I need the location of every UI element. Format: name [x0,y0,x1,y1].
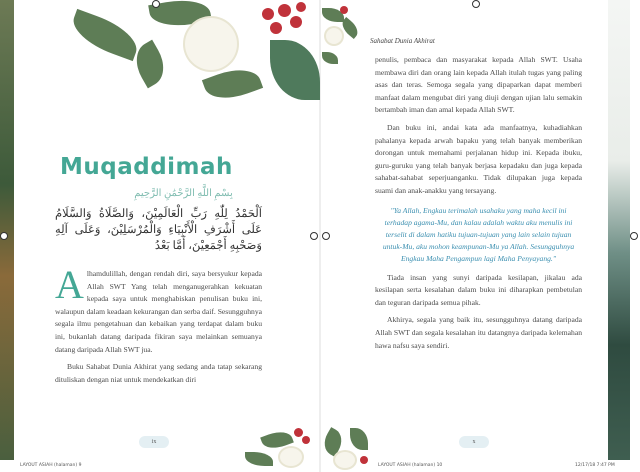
arabic-opening: اَلْحَمْدُ لِلّٰهِ رَبِّ الْعَالَمِيْنَ، وَالصَّلَاةُ وَالسَّلَامُ عَلَى أَشْرَفِ الْأَنْبِيَاءِ وَالْمُرْسَلِيْنَ، وَعَلَى آلِهِ وَصَحْبِهِ أَجْمَعِيْنَ، أَمَّا بَعْدُ [55,208,262,252]
registration-mark [0,232,8,240]
right-page-column [370,36,582,357]
page-number: ix [139,436,169,448]
registration-mark [472,0,480,8]
right-edge-photo [608,0,630,460]
paragraph-text: lhamdulillah, dengan rendah diri, saya bersyukur kepada Allah SWT Yang telah menganugerahkan kekuatan kepada saya untuk menghabiskan penulisan buku ini, walaupun dalam keadaan kekurangan dan serba daif. Sesungguhnya segala ilmu pengetahuan dan kebaikan yang terdapat dalam buku ini, bukanlah datang daripada fikiran saya melainkan semuanya datang daripada Allah SWT jua. [55,269,262,354]
registration-mark [152,0,160,8]
left-edge-photo [0,0,14,460]
registration-mark [310,232,318,240]
drop-cap: A [55,262,84,307]
left-page-column [55,152,262,391]
registration-mark [322,232,330,240]
paragraph: Dan buku ini, andai kata ada manfaatnya, kuhadiahkan pahalanya kepada arwah bapaku yang telah banyak memberikan dorongan untuk memahami perjalanan hidup ini. Kepada ibuku, guru-guruku yang telah banyak berjasa kepadaku dan juga kepada sahabat-sahabat seperjuanganku. Tidak dilupakan juga kepada suami dan anak-anakku yang tersayang. [375,122,582,195]
paragraph: penulis, pembaca dan masyarakat kepada Allah SWT. Usaha membawa diri dan orang lain kepada Allah itulah tugas yang paling asas dan teras. Semoga segala yang dipaparkan dapat memberi manfaat dalam mengubat diri yang diuji dengan ujian lalu semakin bertambah iman dan amal kepada Allah SWT. [375,55,582,115]
paragraph: Akhirya, segala yang baik itu, sesungguhnya datang daripada Allah SWT dan segala kesalahan itu datangnya daripada kelemahan hawa nafsu saya sendiri. [375,315,582,350]
paragraph [55,262,262,356]
right-body-bottom [375,272,582,358]
paragraph: Tiada insan yang sunyi daripada kesilapan, jikalau ada kesilapan serta kesalahan dalam buku ini diharapkan pembetulan dan teguran daripada semua pihak. [375,272,582,307]
book-gutter [319,0,321,472]
page-number: x [459,436,489,448]
running-head: Sahabat Dunia Akhirat [370,37,435,45]
chapter-title: Muqaddimah [60,154,233,180]
left-body [55,262,262,391]
print-slug: LAYOUT ASIAH (halaman) 10 [378,463,443,468]
right-body-top [375,54,582,203]
paragraph: Buku Sahabat Dunia Akhirat yang sedang anda tatap sekarang dituliskan dengan niat untuk mendekatkan diri [55,362,262,384]
prayer-quote: "Ya Allah, Engkau terimalah usahaku yang maha kecil ini terhadap agama-Mu, dan kalau adalah waktu aku menulis ini terselit di dalam hatiku tujuan-tujuan yang lain selain tujuan untuk-Mu, aku mohon keampunan-Mu ya Allah. Sesungguhnya Engkau Maha Pengampun lagi Maha Penyayang." [382,205,575,263]
print-timestamp: 12/17/18 7:47 PM [575,463,615,468]
bismillah-calligraphy: بِسْمِ اللَّهِ الرَّحْمَٰنِ الرَّحِيمِ [134,188,233,199]
registration-mark [630,232,638,240]
print-slug: LAYOUT ASIAH (halaman) 9 [20,463,82,468]
